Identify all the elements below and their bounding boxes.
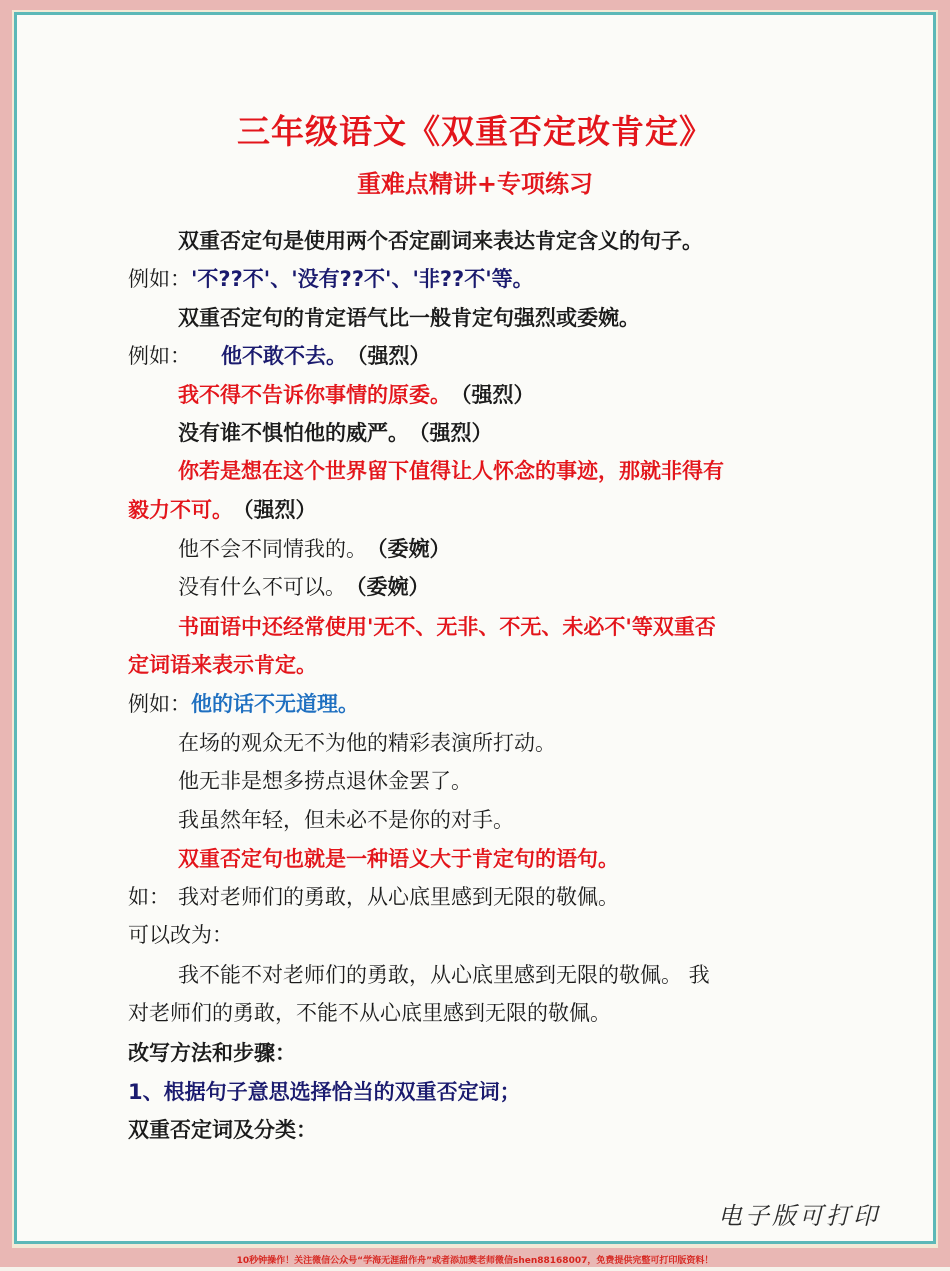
page-title: 三年级语文《双重否定改肯定》 bbox=[237, 112, 713, 151]
sentence-2-line bbox=[178, 380, 535, 410]
written-usage-b: 定词语来表示肯定。 bbox=[128, 653, 317, 677]
footer-bar bbox=[0, 1248, 950, 1267]
tag-strong: （强烈） bbox=[243, 498, 317, 522]
sentence-5: 他不会不同情我的。 bbox=[178, 537, 367, 561]
sentence-4b-line bbox=[128, 495, 317, 525]
written-example-2: 在场的观众无不为他的精彩表演所打动。 bbox=[178, 731, 556, 755]
original-sentence: 我对老师们的勇敢，从心底里感到无限的敬佩。 bbox=[178, 885, 619, 909]
written-example-4: 我虽然年轻，但未必不是你的对手。 bbox=[178, 808, 514, 832]
sentence-4a: 你若是想在这个世界留下值得让人怀念的事迹，那就非得有 bbox=[178, 459, 724, 483]
sentence-3: 没有谁不惧怕他的威严。 bbox=[178, 421, 409, 445]
sentence-5-line bbox=[178, 534, 451, 564]
sentence-1: 他不敢不去。 bbox=[221, 344, 347, 368]
sentence-4b: 毅力不可。 bbox=[128, 498, 233, 522]
intro-tone: 双重否定句的肯定语气比一般肯定句强烈或委婉。 bbox=[178, 306, 640, 330]
example-label: 例如： bbox=[128, 344, 191, 368]
written-example-1: 他的话不无道理。 bbox=[191, 692, 359, 716]
classify-heading: 双重否定词及分类： bbox=[128, 1118, 317, 1142]
printable-stamp: 电子版可打印 bbox=[718, 1202, 880, 1230]
sentence-6-line bbox=[178, 572, 430, 602]
method-heading: 改写方法和步骤： bbox=[128, 1041, 296, 1065]
footer-text: 10秒钟操作！关注微信公众号“学海无涯甜作舟”或者添加樊老师微信shen88168007，免费提供完整可打印版资料！ bbox=[236, 1256, 714, 1266]
meaning-statement: 双重否定句也就是一种语义大于肯定句的语句。 bbox=[178, 847, 619, 871]
page-subtitle: 重难点精讲+专项练习 bbox=[356, 170, 594, 198]
tag-mild: （委婉） bbox=[356, 575, 430, 599]
written-usage-a: 书面语中还经常使用'无不、无非、不无、未必不'等双重否 bbox=[178, 615, 716, 639]
example-line-3 bbox=[128, 689, 359, 719]
tag-strong: （强烈） bbox=[419, 421, 493, 445]
tag-strong: （强烈） bbox=[357, 344, 431, 368]
written-example-3: 他无非是想多捞点退休金罢了。 bbox=[178, 769, 472, 793]
changed-sentence-a: 我不能不对老师们的勇敢，从心底里感到无限的敬佩。 我 bbox=[178, 963, 710, 987]
tag-strong: （强烈） bbox=[461, 383, 535, 407]
example-line-1 bbox=[128, 264, 534, 294]
example-line-2 bbox=[128, 341, 431, 371]
sentence-6: 没有什么不可以。 bbox=[178, 575, 346, 599]
sentence-2: 我不得不告诉你事情的原委。 bbox=[178, 383, 451, 407]
sentence-3-line bbox=[178, 418, 493, 448]
example-line-4 bbox=[128, 882, 619, 912]
example-label: 例如： bbox=[128, 267, 191, 291]
step-1: 1、根据句子意思选择恰当的双重否定词； bbox=[128, 1080, 521, 1104]
can-change-label: 可以改为： bbox=[128, 923, 233, 947]
tag-mild: （委婉） bbox=[377, 537, 451, 561]
example-label: 例如： bbox=[128, 692, 191, 716]
example-label: 如： bbox=[128, 885, 170, 909]
example-words: '不??不'、'没有??不'、'非??不'等。 bbox=[191, 267, 534, 291]
changed-sentence-b: 对老师们的勇敢，不能不从心底里感到无限的敬佩。 bbox=[128, 1001, 611, 1025]
intro-definition: 双重否定句是使用两个否定副词来表达肯定含义的句子。 bbox=[178, 229, 703, 253]
